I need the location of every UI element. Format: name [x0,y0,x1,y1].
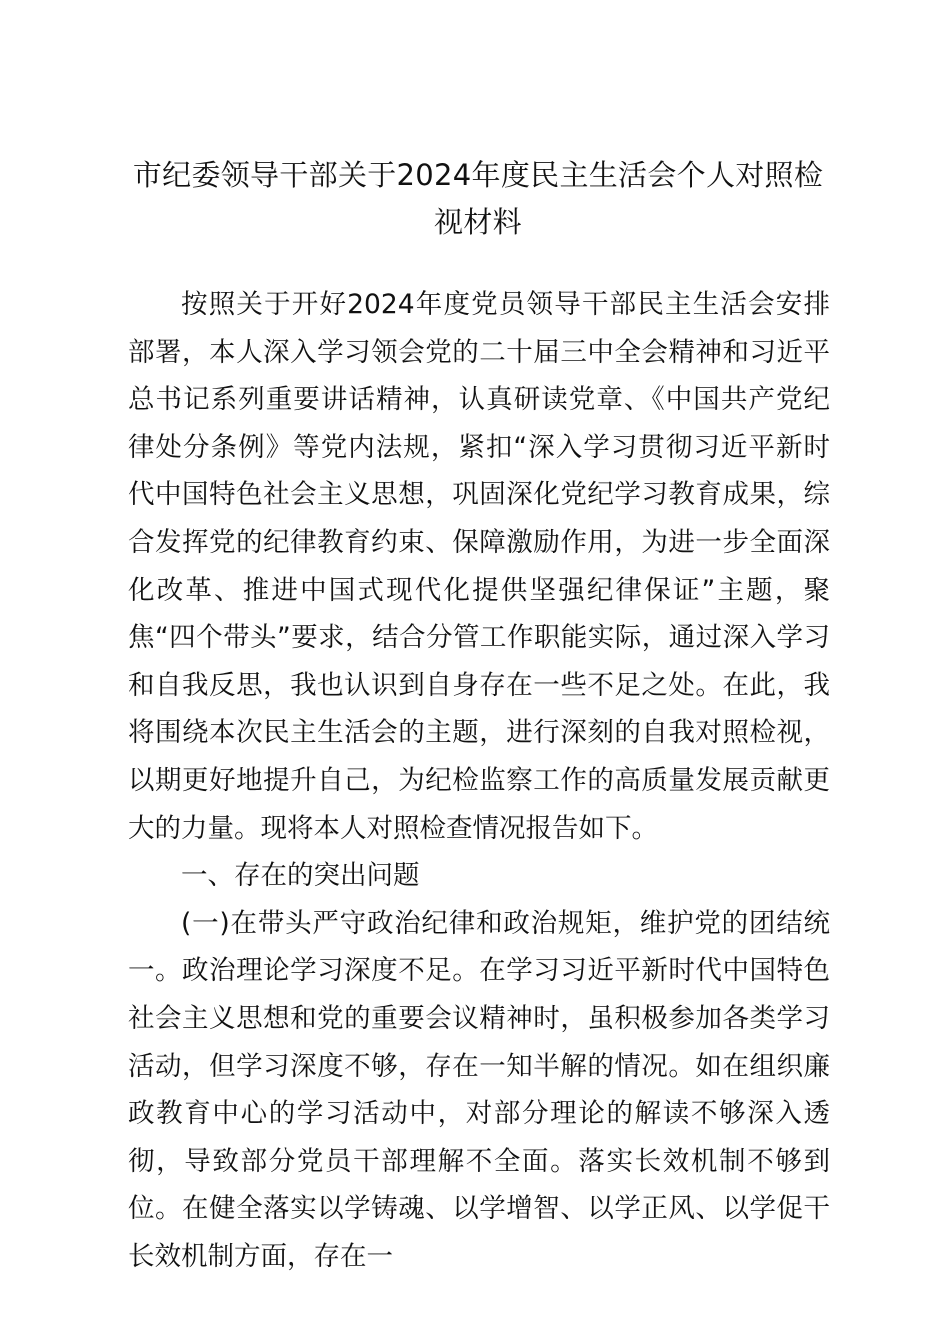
problem-paragraph: (一)在带头严守政治纪律和政治规矩，维护党的团结统一。政治理论学习深度不足。在学习习近平新时代中国特色社会主义思想和党的重要会议精神时，虽积极参加各类学习活动，但学习深度不够，存在一知半解的情况。如在组织廉政教育中心的学习活动中，对部分理论的解读不够深入透彻，导致部分党员干部理解不全面。落实长效机制不够到位。在健全落实以学铸魂、以学增智、以学正风、以学促干长效机制方面，存在一 [128,907,830,1272]
intro-paragraph: 按照关于开好2024年度党员领导干部民主生活会安排部署，本人深入学习领会党的二十届三中全会精神和习近平总书记系列重要讲话精神，认真研读党章、《中国共产党纪律处分条例》等党内法规，紧扣“深入学习贯彻习近平新时代中国特色社会主义思想，巩固深化党纪学习教育成果，综合发挥党的纪律教育约束、保障激励作用，为进一步全面深化改革、推进中国式现代化提供坚强纪律保证”主题，聚焦“四个带头”要求，结合分管工作职能实际，通过深入学习和自我反思，我也认识到自身存在一些不足之处。在此，我将围绕本次民主生活会的主题，进行深刻的自我对照检视，以期更好地提升自己，为纪检监察工作的高质量发展贡献更大的力量。现将本人对照检查情况报告如下。 [128,289,830,844]
section-heading: 一、存在的突出问题 [181,860,420,892]
document-title: 市纪委领导干部关于2024年度民主生活会个人对照检视材料 [132,158,824,239]
document-body [128,281,830,1280]
